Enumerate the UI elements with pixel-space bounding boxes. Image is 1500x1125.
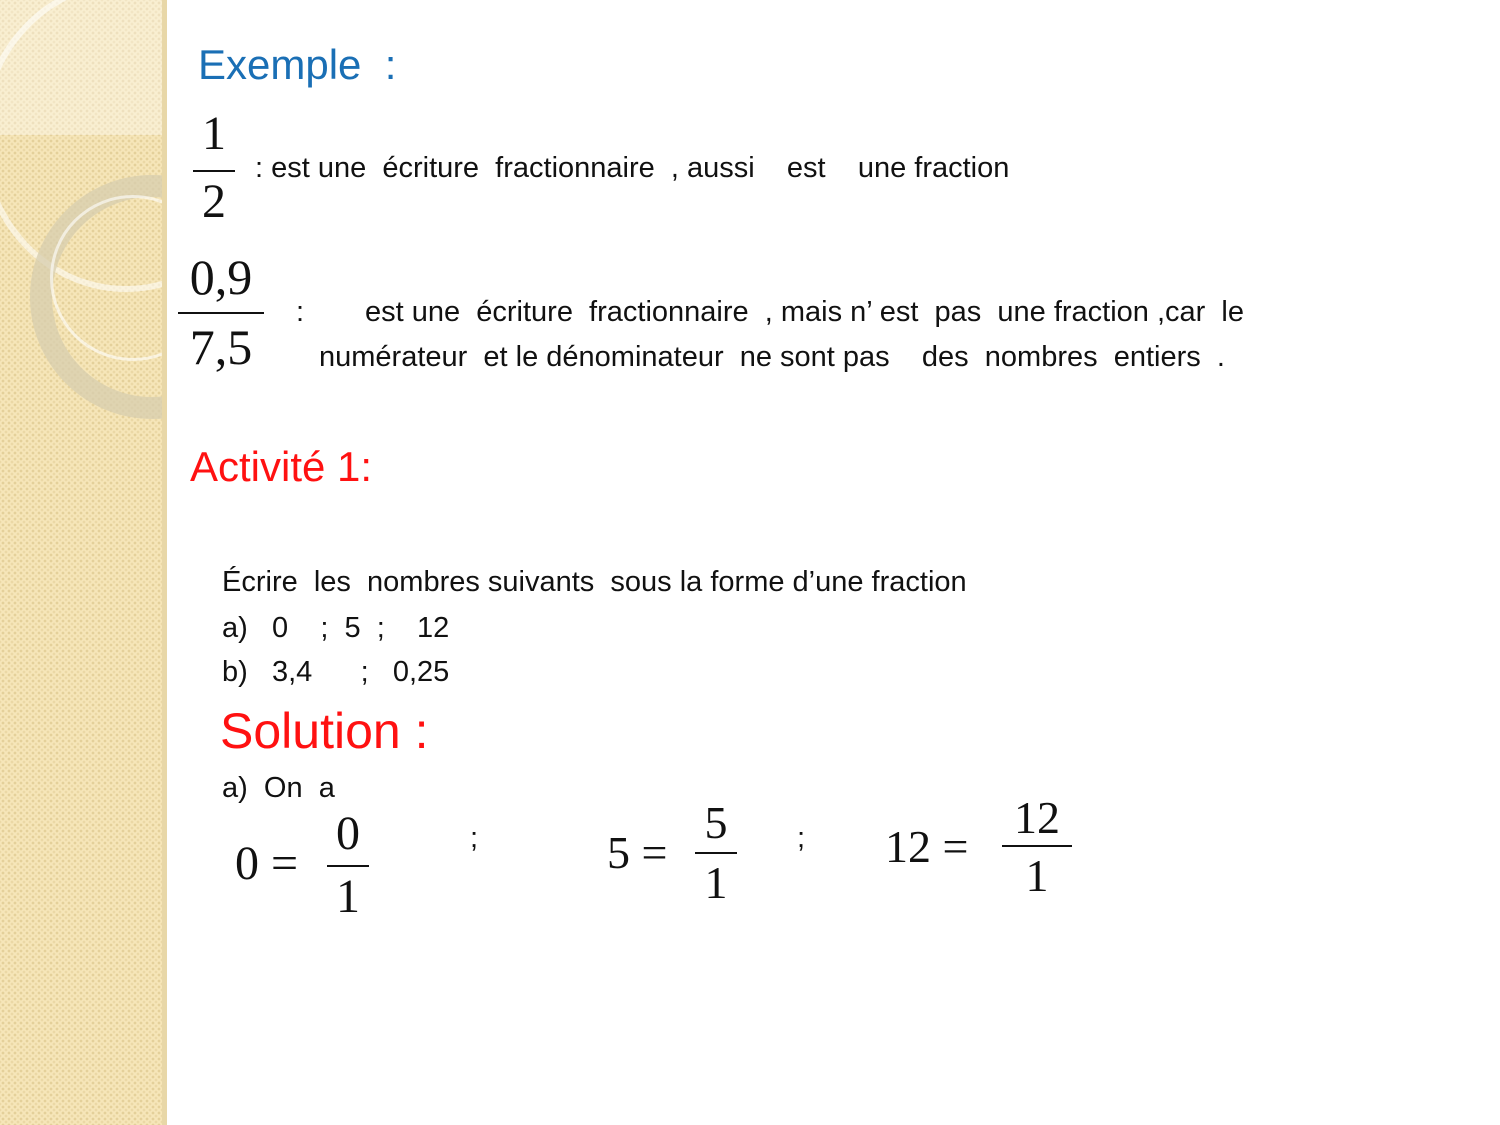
example-line-1: : est une écriture fractionnaire , aussi est une fraction — [255, 152, 1010, 184]
equation-separator: ; — [797, 822, 806, 854]
fraction-bar — [178, 312, 264, 314]
fraction-numerator: 0,9 — [189, 249, 253, 305]
fraction-09-over-75 — [178, 249, 264, 377]
decorative-sidebar — [0, 0, 165, 1125]
fraction-denominator: 1 — [1025, 850, 1049, 901]
fraction-denominator: 7,5 — [189, 319, 253, 375]
sidebar-divider — [162, 0, 167, 1125]
example-title: Exemple : — [198, 41, 397, 88]
equation-left-side: 0 = — [235, 837, 299, 890]
activity-item-a: a) 0 ; 5 ; 12 — [222, 612, 450, 644]
solution-title: Solution : — [220, 703, 429, 759]
equation-fraction — [695, 797, 737, 910]
fraction-numerator: 1 — [202, 107, 226, 160]
fraction-denominator: 2 — [202, 175, 226, 228]
activity-instruction: Écrire les nombres suivants sous la forme d’une fraction — [222, 566, 967, 598]
fraction-bar — [327, 865, 369, 867]
fraction-one-half — [193, 107, 235, 228]
example-line-2: est une écriture fractionnaire , mais n’ est pas une fraction ,car le — [365, 296, 1245, 328]
fraction-numerator: 5 — [704, 797, 728, 848]
fraction-bar — [1002, 845, 1072, 847]
example-line-3: numérateur et le dénominateur ne sont pas des nombres entiers . — [319, 341, 1225, 373]
activity-title: Activité 1: — [190, 443, 373, 490]
fraction-denominator: 1 — [336, 870, 360, 923]
activity-item-b: b) 3,4 ; 0,25 — [222, 656, 450, 688]
equation-fraction — [327, 807, 369, 925]
equation-left-side: 5 = — [607, 827, 668, 878]
solution-intro: a) On a — [222, 772, 335, 804]
fraction-numerator: 0 — [336, 807, 360, 860]
fraction-bar — [695, 852, 737, 854]
example-line-2-colon: : — [296, 296, 305, 328]
fraction-denominator: 1 — [704, 857, 728, 908]
equation-fraction — [1002, 792, 1072, 901]
fraction-bar — [193, 170, 235, 172]
equation-separator: ; — [470, 822, 479, 854]
fraction-numerator: 12 — [1014, 792, 1060, 843]
equation-left-side: 12 = — [885, 821, 969, 872]
